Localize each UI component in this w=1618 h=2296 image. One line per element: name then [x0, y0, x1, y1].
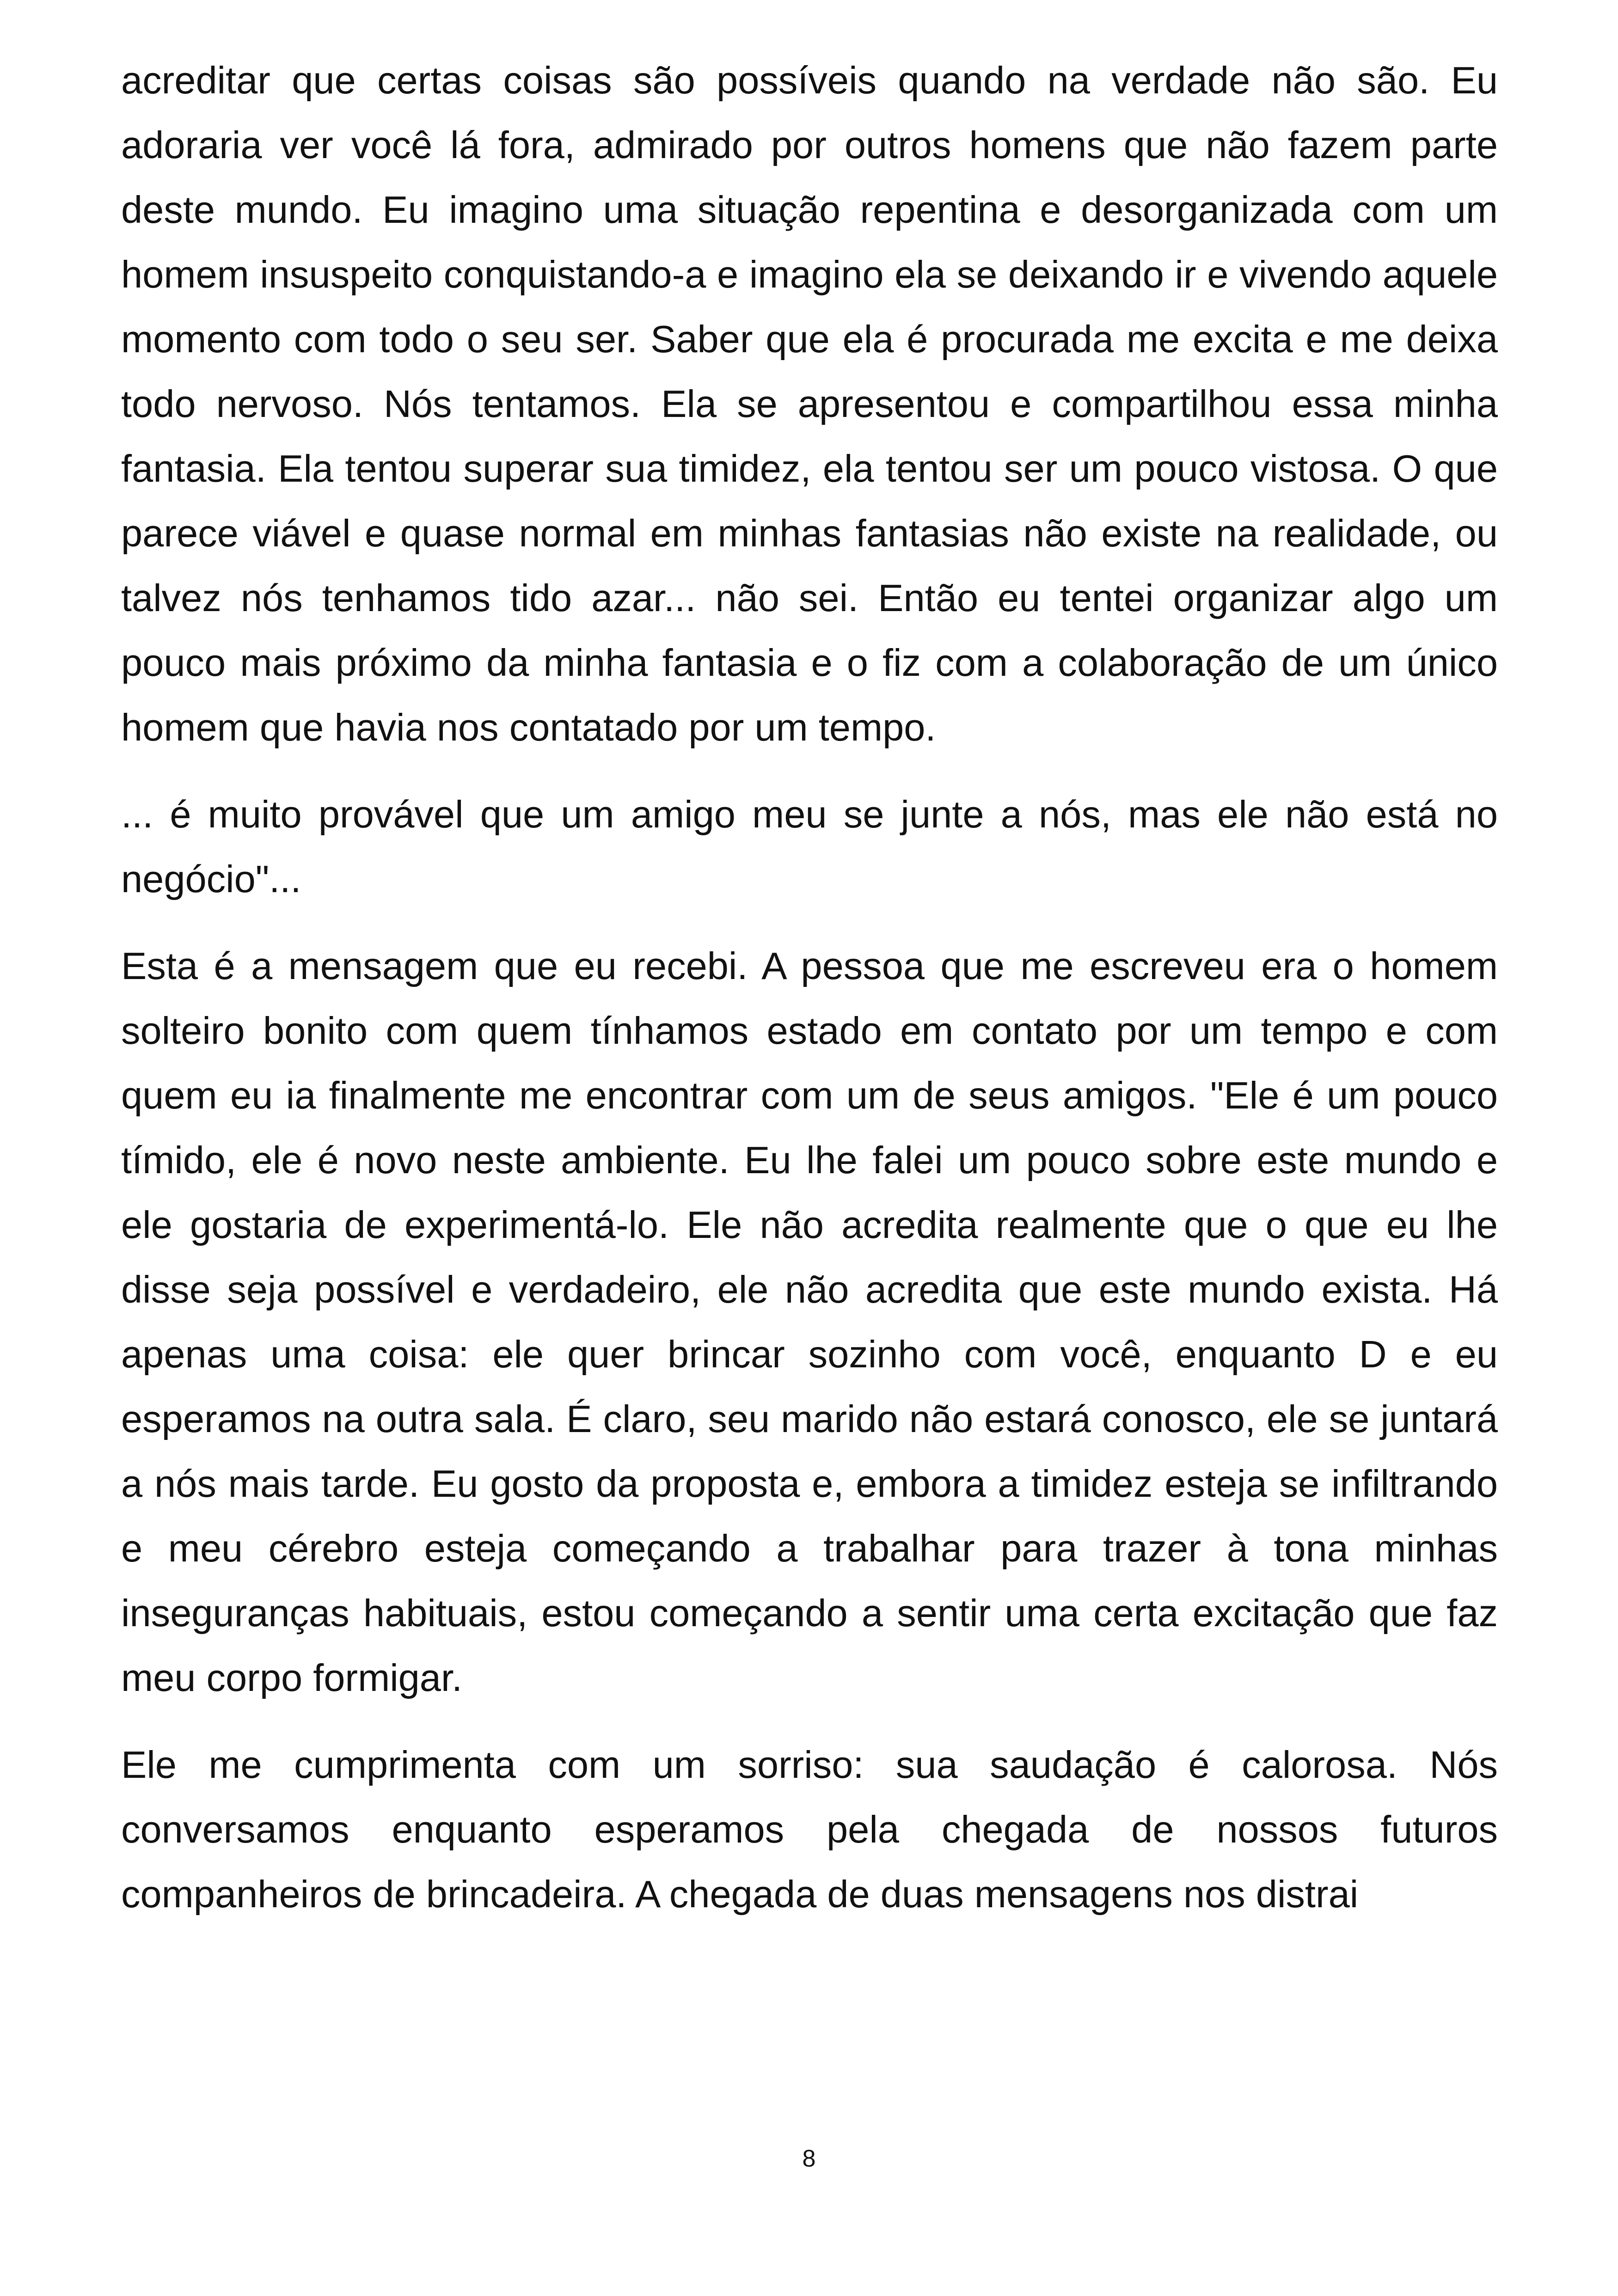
body-text — [121, 48, 1498, 1949]
page-number: 8 — [802, 2145, 816, 2172]
paragraph-1: acreditar que certas coisas são possíveis quando na verdade não são. Eu adoraria ver você lá fora, admirado por outros homens que não fazem parte deste mundo. Eu imagino uma situação repentina e desorganizada com um homem insuspeito conquistando-a e imagino ela se deixando ir e vivendo aquele momento com todo o seu ser. Saber que ela é procurada me excita e me deixa todo nervoso. Nós tentamos. Ela se apresentou e compartilhou essa minha fantasia. Ela tentou superar sua timidez, ela tentou ser um pouco vistosa. O que parece viável e quase normal em minhas fantasias não existe na realidade, ou talvez nós tenhamos tido azar... não sei. Então eu tentei organizar algo um pouco mais próximo da minha fantasia e o fiz com a colaboração de um único homem que havia nos contatado por um tempo. — [121, 59, 1498, 749]
paragraph-4: Ele me cumprimenta com um sorriso: sua saudação é calorosa. Nós conversamos enquanto esperamos pela chegada de nossos futuros companheiros de brincadeira. A chegada de duas mensagens nos distrai — [121, 1743, 1498, 1916]
paragraph-3: Esta é a mensagem que eu recebi. A pessoa que me escreveu era o homem solteiro bonito com quem tínhamos estado em contato por um tempo e com quem eu ia finalmente me encontrar com um de seus amigos. "Ele é um pouco tímido, ele é novo neste ambiente. Eu lhe falei um pouco sobre este mundo e ele gostaria de experimentá-lo. Ele não acredita realmente que o que eu lhe disse seja possível e verdadeiro, ele não acredita que este mundo exista. Há apenas uma coisa: ele quer brincar sozinho com você, enquanto D e eu esperamos na outra sala. É claro, seu marido não estará conosco, ele se juntará a nós mais tarde. Eu gosto da proposta e, embora a timidez esteja se infiltrando e meu cérebro esteja começando a trabalhar para trazer à tona minhas inseguranças habituais, estou começando a sentir uma certa excitação que faz meu corpo formigar. — [121, 944, 1498, 1699]
paragraph-2: ... é muito provável que um amigo meu se junte a nós, mas ele não está no negócio"... — [121, 793, 1498, 900]
